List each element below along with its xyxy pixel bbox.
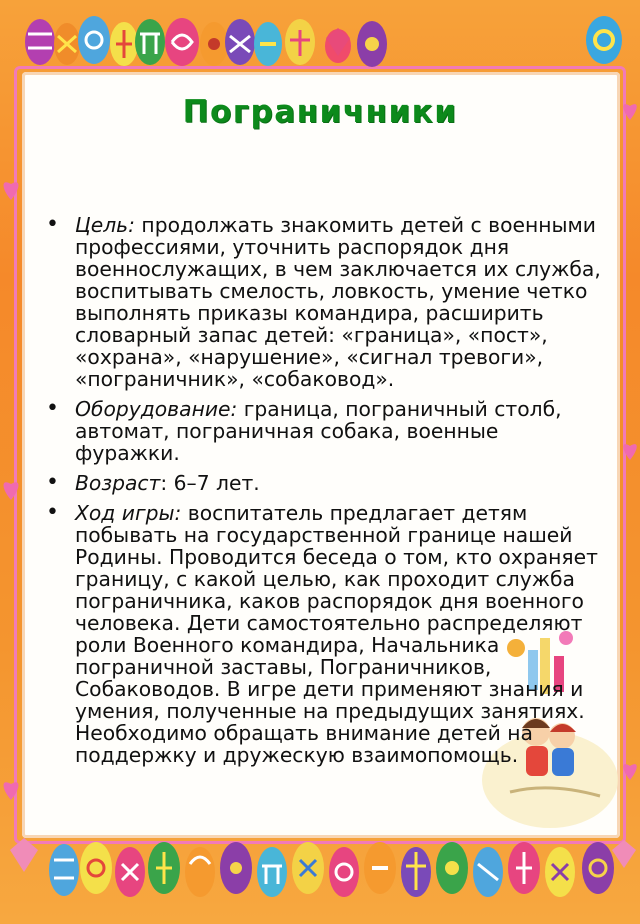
- item-label: Ход игры:: [75, 501, 182, 525]
- page-title: Пограничники: [182, 94, 458, 130]
- item-text: : 6–7 лет.: [160, 471, 260, 495]
- list-item-age: [46, 472, 602, 494]
- left-heart-ornaments-icon: [0, 80, 22, 840]
- item-text: продолжать знакомить детей с военными профессиями, уточнить распорядок дня военнослужащих, в чем заключается их служба, воспитывать смелость, ловкость, умение четко выполнять приказы командира, расширить словарный запас детей: «граница», «пост», «охрана», «нарушение», «сигнал тревоги», «пограничник», «собаковод».: [75, 213, 601, 391]
- ornament-eggs-icon: [0, 4, 640, 74]
- ornament-eggs-icon: [0, 820, 640, 924]
- item-label: Возраст: [75, 471, 161, 495]
- item-text: граница, пограничный столб, автомат, пограничная собака, военные фуражки.: [75, 397, 562, 465]
- bottom-ornament-border: [0, 820, 640, 890]
- list-item-equipment: [46, 398, 602, 464]
- item-label: Цель:: [75, 213, 135, 237]
- list-item-game-course: [46, 502, 602, 766]
- right-heart-ornaments-icon: [620, 80, 640, 840]
- item-label: Оборудование:: [75, 397, 238, 421]
- item-text: воспитатель предлагает детям побывать на государственной границе нашей Родины. Проводится беседа о том, кто охраняет границу, с какой целью, как проходит служба пограничника, каков распорядок дня военного человека. Дети самостоятельно распределяют роли Военного командира, Начальника пограничной заставы, Пограничников, Собаководов. В игре дети применяют знания и умения, полученные на предыдущих занятиях. Необходимо обращать внимание детей на поддержку и дружескую взаимопомощь.: [75, 501, 598, 767]
- top-ornament-border: [0, 4, 640, 74]
- list-item-goal: [46, 214, 602, 390]
- bullet-list: [46, 214, 602, 774]
